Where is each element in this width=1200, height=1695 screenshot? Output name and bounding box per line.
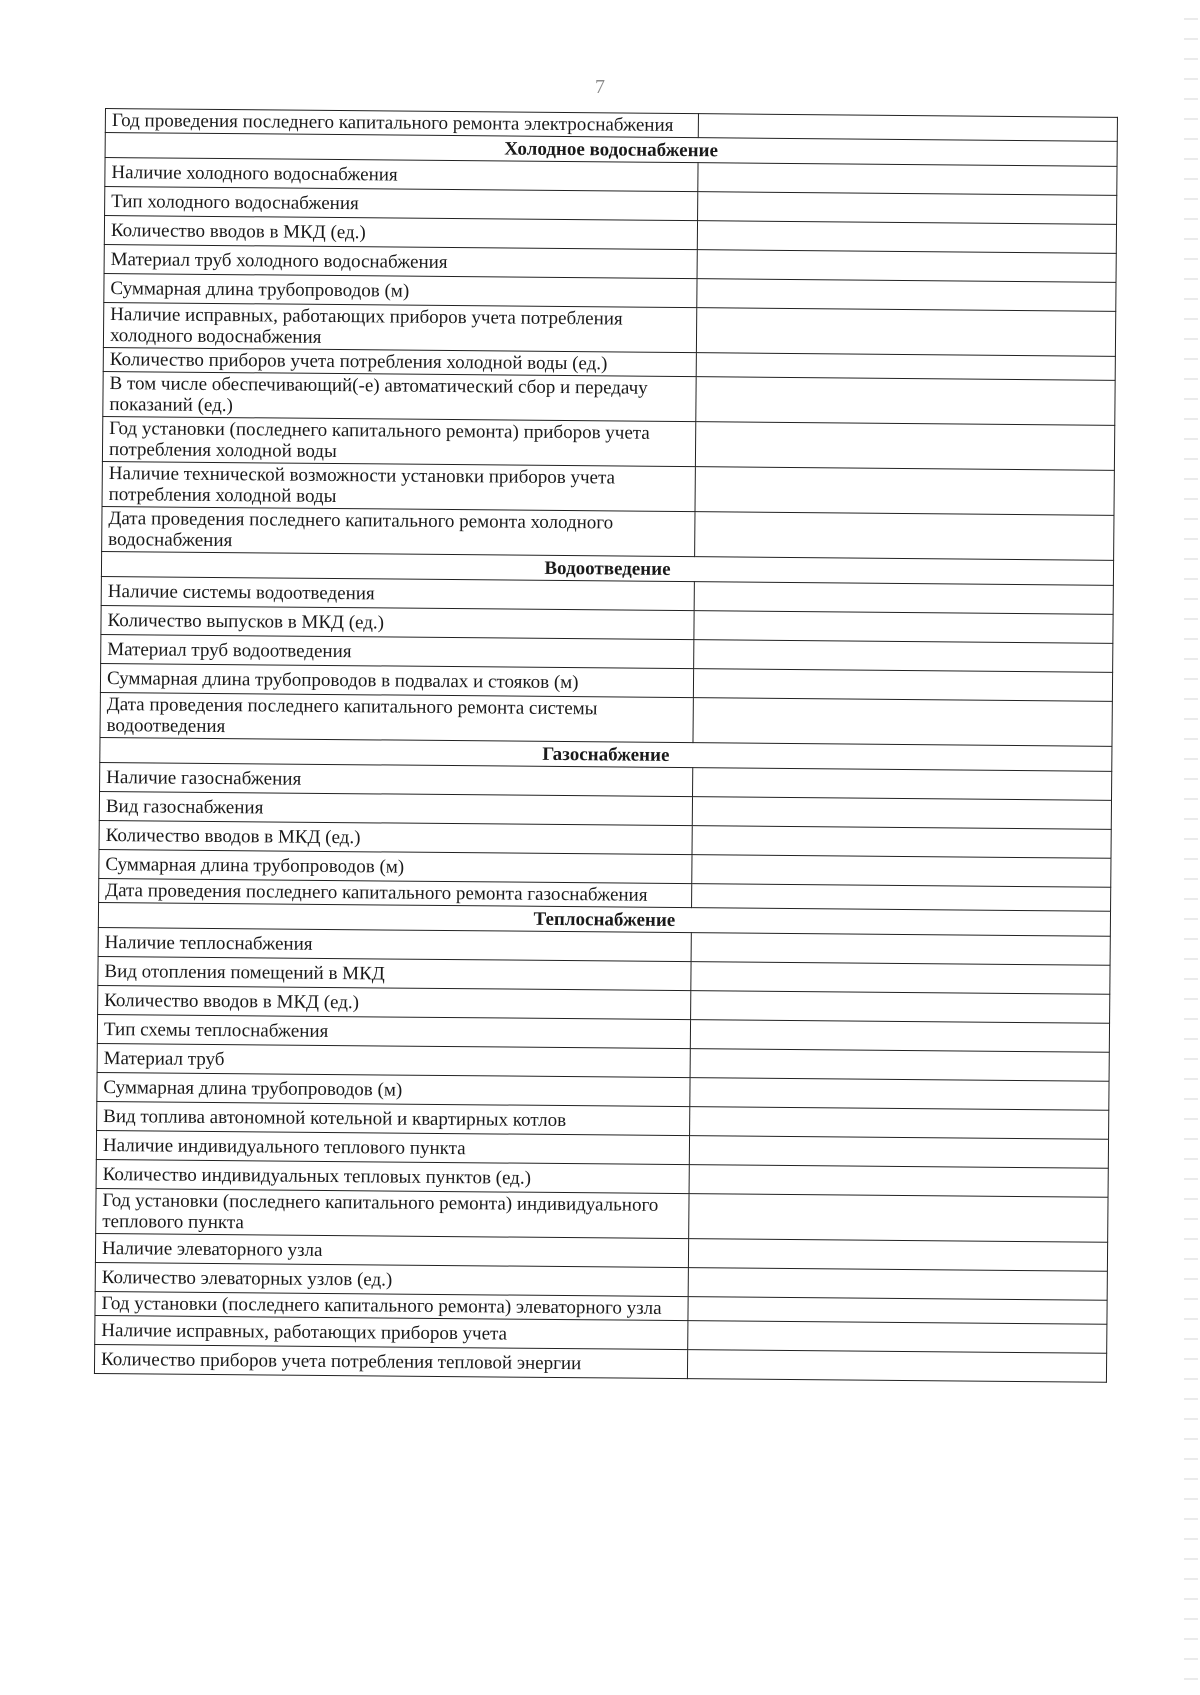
field-label: Суммарная длина трубопроводов в подвалах и стояков (м) (100, 663, 693, 697)
field-label: Количество приборов учета потребления тепловой энергии (94, 1344, 687, 1378)
field-value-cell[interactable] (688, 1268, 1107, 1301)
field-label: Наличие индивидуального теплового пункта (96, 1130, 689, 1164)
section-title: Теплоснабжение (98, 902, 1110, 936)
field-value-cell[interactable] (692, 855, 1111, 888)
field-value-cell[interactable] (695, 512, 1114, 561)
field-label: Тип холодного водоснабжения (105, 187, 698, 221)
field-value-cell[interactable] (688, 1297, 1107, 1325)
field-value-cell[interactable] (693, 768, 1112, 801)
field-label: Наличие газоснабжения (100, 762, 693, 796)
field-label: Количество приборов учета потребления холодной воды (ед.) (103, 347, 696, 376)
field-label: Наличие элеваторного узла (95, 1233, 688, 1267)
field-label: Количество вводов в МКД (ед.) (98, 985, 691, 1019)
field-value-cell[interactable] (690, 1020, 1109, 1053)
field-value-cell[interactable] (692, 797, 1111, 830)
field-value-cell[interactable] (696, 308, 1115, 357)
field-value-cell[interactable] (696, 353, 1115, 381)
field-value-cell[interactable] (697, 250, 1116, 283)
field-label: Наличие исправных, работающих приборов учета потребления холодного водоснабжения (103, 302, 696, 352)
field-label: Суммарная длина трубопроводов (м) (97, 1072, 690, 1106)
field-value-cell[interactable] (688, 1321, 1107, 1354)
field-label: Суммарная длина трубопроводов (м) (99, 849, 692, 883)
section-title: Водоотведение (101, 551, 1113, 585)
field-label: Наличие системы водоотведения (101, 576, 694, 610)
field-value-cell[interactable] (694, 640, 1113, 673)
field-value-cell[interactable] (697, 279, 1116, 312)
field-label: Количество индивидуальных тепловых пунктов (ед.) (96, 1159, 689, 1193)
field-value-cell[interactable] (694, 611, 1113, 644)
field-label: Материал труб холодного водоснабжения (104, 244, 697, 278)
field-label: Вид газоснабжения (99, 791, 692, 825)
field-value-cell[interactable] (690, 1107, 1109, 1140)
field-label: Суммарная длина трубопроводов (м) (104, 273, 697, 307)
field-value-cell[interactable] (697, 221, 1116, 254)
field-value-cell[interactable] (690, 1078, 1109, 1111)
field-label: Количество элеваторных узлов (ед.) (95, 1262, 688, 1296)
field-value-cell[interactable] (698, 163, 1117, 196)
field-label: Количество вводов в МКД (ед.) (99, 820, 692, 854)
utilities-form-table (94, 108, 1118, 1383)
field-label: Наличие исправных, работающих приборов учета (95, 1315, 688, 1349)
field-value-cell[interactable] (695, 467, 1114, 516)
field-value-cell[interactable] (691, 991, 1110, 1024)
field-value-cell[interactable] (695, 422, 1114, 471)
page-number: 7 (595, 76, 605, 98)
scan-edge-marks (1184, 0, 1198, 1695)
field-label: Материал труб (97, 1043, 690, 1077)
field-label: Вид топлива автономной котельной и квартирных котлов (97, 1101, 690, 1135)
section-title: Газоснабжение (100, 737, 1112, 771)
field-value-cell[interactable] (691, 962, 1110, 995)
form-sheet (94, 108, 1105, 1383)
field-value-cell[interactable] (692, 826, 1111, 859)
field-label: Тип схемы теплоснабжения (97, 1014, 690, 1048)
field-value-cell[interactable] (687, 1350, 1106, 1383)
field-value-cell[interactable] (690, 1049, 1109, 1082)
field-value-cell[interactable] (689, 1136, 1108, 1169)
field-value-cell[interactable] (696, 377, 1115, 426)
field-value-cell[interactable] (693, 698, 1112, 747)
field-value-cell[interactable] (688, 1239, 1107, 1272)
field-value-cell[interactable] (689, 1194, 1108, 1243)
field-value-cell[interactable] (694, 582, 1113, 615)
field-value-cell[interactable] (693, 669, 1112, 702)
field-label: Количество вводов в МКД (ед.) (104, 216, 697, 250)
field-label: Материал труб водоотведения (101, 634, 694, 668)
section-title: Холодное водоснабжение (105, 133, 1117, 167)
field-label: Дата проведения последнего капитального ремонта системы водоотведения (100, 692, 693, 742)
field-label: Количество выпусков в МКД (ед.) (101, 605, 694, 639)
field-label: Наличие холодного водоснабжения (105, 158, 698, 192)
field-value-cell[interactable] (698, 114, 1117, 142)
field-label: Год установки (последнего капитального ремонта) приборов учета потребления холодной воды (102, 416, 695, 466)
field-label: Наличие технической возможности установки приборов учета потребления холодной воды (102, 461, 695, 511)
field-value-cell[interactable] (689, 1165, 1108, 1198)
field-label: Дата проведения последнего капитального ремонта газоснабжения (99, 878, 692, 907)
field-label: Наличие теплоснабжения (98, 927, 691, 961)
field-label: Вид отопления помещений в МКД (98, 956, 691, 990)
form-table-body (94, 109, 1117, 1383)
field-label: В том числе обеспечивающий(-е) автоматический сбор и передачу показаний (ед.) (103, 371, 696, 421)
field-value-cell[interactable] (691, 933, 1110, 966)
field-label: Год установки (последнего капитального ремонта) индивидуального теплового пункта (96, 1188, 689, 1238)
field-value-cell[interactable] (698, 192, 1117, 225)
field-label: Год проведения последнего капитального ремонта электроснабжения (105, 109, 698, 138)
field-label: Год установки (последнего капитального ремонта) элеваторного узла (95, 1291, 688, 1320)
field-value-cell[interactable] (692, 884, 1111, 912)
field-label: Дата проведения последнего капитального ремонта холодного водоснабжения (102, 506, 695, 556)
